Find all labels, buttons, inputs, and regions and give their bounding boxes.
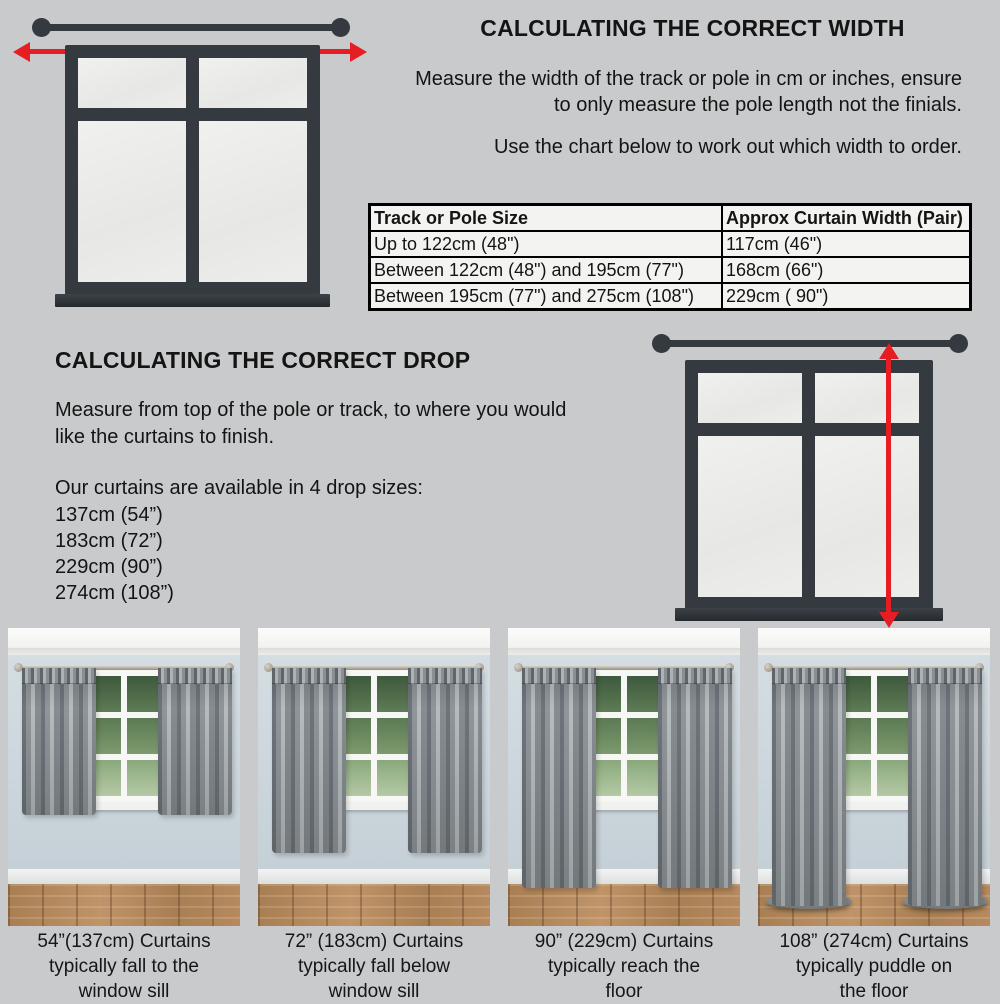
table-cell: 117cm (46") <box>722 231 971 257</box>
photo-cornice <box>8 648 240 655</box>
caption-line: 108” (274cm) Curtains <box>779 931 969 952</box>
photo-curtain-right <box>408 668 482 853</box>
width-chart-note: Use the chart below to work out which width to order. <box>493 136 962 158</box>
photo-floor <box>508 884 740 926</box>
window-pane <box>698 373 802 423</box>
caption-line: 90” (229cm) Curtains <box>534 931 714 952</box>
photo-cornice <box>758 648 990 655</box>
caption-line: 54”(137cm) Curtains <box>37 931 211 952</box>
drop-section-title: CALCULATING THE CORRECT DROP <box>55 347 471 373</box>
caption-108 <box>756 929 992 1004</box>
photo-curtain-right <box>658 668 732 888</box>
photo-curtain-right <box>908 668 982 906</box>
caption-line: typically fall below <box>297 956 451 977</box>
caption-line: window sill <box>328 981 420 1002</box>
window-graphic <box>65 45 320 295</box>
photo-skirting <box>258 869 490 884</box>
drop-sizes-intro: Our curtains are available in 4 drop sizes: <box>55 477 423 499</box>
width-section-title: CALCULATING THE CORRECT WIDTH <box>480 15 905 41</box>
caption-line: floor <box>605 981 643 1002</box>
window-pane <box>698 436 802 597</box>
table-cell: 168cm (66") <box>722 257 971 283</box>
caption-line: window sill <box>78 981 170 1002</box>
caption-line: typically fall to the <box>49 956 199 977</box>
window-pane <box>815 436 919 597</box>
width-instruction-line1: Measure the width of the track or pole in cm or inches, ensure <box>415 68 962 90</box>
caption-line: 72” (183cm) Curtains <box>284 931 464 952</box>
curtain-pole-graphic <box>42 24 340 31</box>
table-cell: Between 122cm (48") and 195cm (77") <box>370 257 723 283</box>
window-pane <box>78 121 186 282</box>
caption-54 <box>6 929 242 1004</box>
photo-cornice <box>508 648 740 655</box>
photo-curtain-left <box>22 668 96 815</box>
window-sill-graphic <box>675 608 943 621</box>
curtain-photo-54 <box>8 628 240 926</box>
table-header-row <box>370 205 971 232</box>
photo-ceiling <box>258 628 490 648</box>
table-row <box>370 231 971 257</box>
photo-ceiling <box>8 628 240 648</box>
table-cell: Between 195cm (77") and 275cm (108") <box>370 283 723 310</box>
photo-floor <box>258 884 490 926</box>
window-pane <box>199 58 307 108</box>
caption-72 <box>256 929 492 1004</box>
size-table <box>368 203 972 311</box>
width-instruction-line2: to only measure the pole length not the finials. <box>553 94 962 116</box>
photo-curtain-left <box>272 668 346 853</box>
photo-cornice <box>258 648 490 655</box>
window-pane <box>199 121 307 282</box>
table-header-width: Approx Curtain Width (Pair) <box>722 205 971 232</box>
window-sill-graphic <box>55 294 330 307</box>
curtain-pole-graphic <box>662 340 958 347</box>
photo-skirting <box>8 869 240 884</box>
table-row <box>370 257 971 283</box>
table-header-track: Track or Pole Size <box>370 205 723 232</box>
photo-curtain-left <box>522 668 596 888</box>
table-cell: 229cm ( 90") <box>722 283 971 310</box>
drop-instruction-line2: like the curtains to finish. <box>55 426 274 448</box>
drop-instruction-line1: Measure from top of the pole or track, to where you would <box>55 399 567 421</box>
curtain-photo-108 <box>758 628 990 926</box>
window-pane <box>78 58 186 108</box>
curtain-photo-72 <box>258 628 490 926</box>
caption-line: typically reach the <box>547 956 701 977</box>
drop-size-item: 183cm (72”) <box>55 530 163 552</box>
window-graphic <box>685 360 933 610</box>
window-pane <box>815 373 919 423</box>
photo-floor <box>8 884 240 926</box>
caption-line: typically puddle on <box>795 956 953 977</box>
drop-size-item: 229cm (90”) <box>55 556 163 578</box>
photo-curtain-right <box>158 668 232 815</box>
photo-curtain-left <box>772 668 846 906</box>
width-illustration <box>0 0 360 320</box>
photo-ceiling <box>758 628 990 648</box>
drop-illustration <box>640 330 1000 640</box>
caption-90 <box>506 929 742 1004</box>
table-row <box>370 283 971 310</box>
table-cell: Up to 122cm (48") <box>370 231 723 257</box>
drop-size-item: 137cm (54”) <box>55 504 163 526</box>
drop-measure-arrow <box>886 359 891 612</box>
caption-line: the floor <box>839 981 909 1002</box>
curtain-photo-90 <box>508 628 740 926</box>
drop-size-item: 274cm (108”) <box>55 582 174 604</box>
photo-ceiling <box>508 628 740 648</box>
